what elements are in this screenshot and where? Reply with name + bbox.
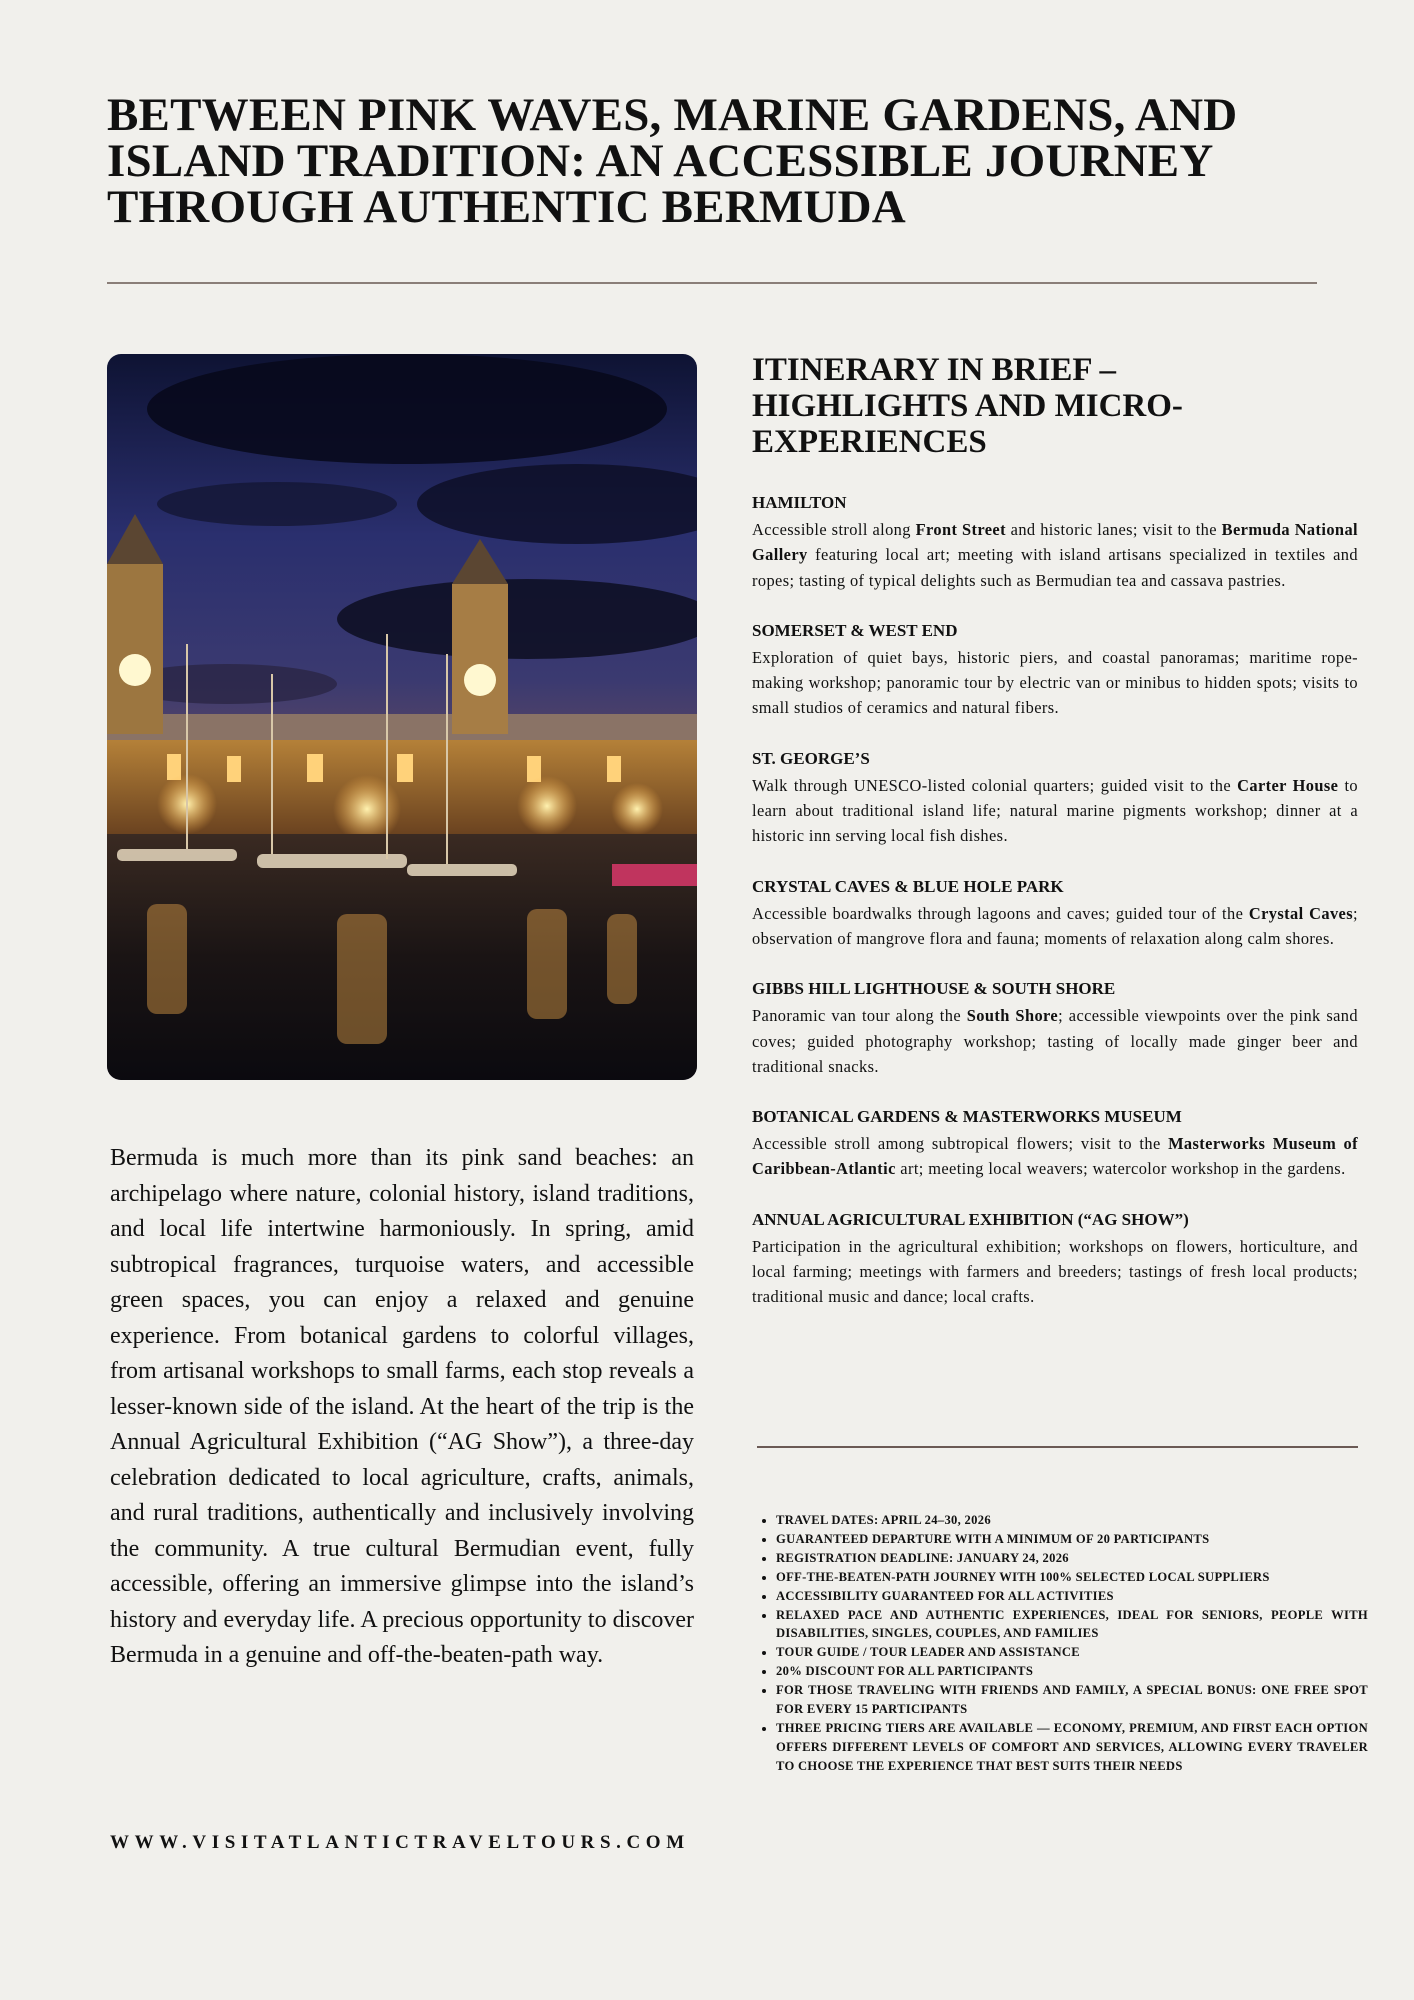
- fact-item: • RELAXED PACE AND AUTHENTIC EXPERIENCES, IDEAL FOR SENIORS, PEOPLE WITH DISABILITIES, SINGLES, COUPLES, AND FAMILIES: [776, 1606, 1368, 1644]
- section-heading: ST. GEORGE’S: [752, 748, 870, 768]
- description-text: Accessible boardwalks through lagoons and caves; guided tour of the: [752, 903, 1249, 923]
- section-heading: HAMILTON: [752, 493, 847, 512]
- facts-divider: [757, 1446, 1358, 1448]
- section-heading: GIBBS HILL LIGHTHOUSE & SOUTH SHORE: [752, 979, 1116, 999]
- section-description: [752, 1003, 1358, 1079]
- section-description: [752, 901, 1358, 952]
- section-description: [752, 773, 1358, 849]
- description-text: to learn about traditional island life; natural marine pigments workshop; dinner at a historic inn serving local fish dishes.: [752, 775, 1359, 846]
- description-text: Panoramic van tour along the: [752, 1006, 967, 1026]
- description-text: ; observation of mangrove flora and fauna; moments of relaxation along calm shores.: [752, 903, 1358, 948]
- itinerary-title: ITINERARY IN BRIEF – HIGHLIGHTS AND MICRO-EXPERIENCES: [752, 352, 1183, 460]
- section-description: [752, 1131, 1358, 1182]
- highlight-place: Front Street: [915, 520, 1006, 539]
- highlight-place: Bermuda National Gallery: [752, 520, 1358, 565]
- highlight-place: Masterworks Museum of Caribbean-Atlantic: [752, 1134, 1358, 1179]
- fact-item: • OFF-THE-BEATEN-PATH JOURNEY WITH 100% SELECTED LOCAL SUPPLIERS: [776, 1568, 1368, 1587]
- itinerary-section: [752, 1106, 1358, 1182]
- description-text: Exploration of quiet bays, historic piers, and coastal panoramas; maritime rope-making workshop; panoramic tour by electric van or minibus to hidden spots; visits to small studios of ceramics and natural fibers.: [752, 647, 1358, 718]
- description-text: Accessible stroll among subtropical flowers; visit to the: [752, 1134, 1169, 1154]
- description-text: Participation in the agricultural exhibition; workshops on flowers, horticulture, and local farming; meetings with farmers and breeders; tastings of fresh local products; traditional music and dance; local crafts.: [752, 1236, 1358, 1307]
- itinerary-section: [752, 748, 1358, 849]
- fact-item: • GUARANTEED DEPARTURE WITH A MINIMUM OF 20 PARTICIPANTS: [776, 1530, 1368, 1549]
- trip-facts-list: [756, 1511, 1368, 1776]
- itinerary-section: [752, 978, 1358, 1079]
- website-link[interactable]: WWW.VISITATLANTICTRAVELTOURS.COM: [110, 1832, 690, 1853]
- description-text: featuring local art; meeting with island artisans specialized in textiles and ropes; tasting of typical delights such as Bermudian tea and cassava pastries.: [752, 545, 1358, 590]
- description-text: and historic lanes; visit to the: [1005, 520, 1222, 539]
- description-text: Accessible stroll along: [752, 520, 916, 539]
- itinerary-section: [752, 876, 1358, 952]
- description-text: Walk through UNESCO-listed colonial quarters; guided visit to the: [752, 775, 1238, 795]
- section-description: [752, 517, 1358, 593]
- fact-item: • 20% DISCOUNT FOR ALL PARTICIPANTS: [776, 1662, 1368, 1681]
- itinerary-section: [752, 1209, 1358, 1310]
- section-description: [752, 645, 1358, 721]
- highlight-place: Carter House: [1237, 775, 1339, 795]
- itinerary-sections: [752, 492, 1358, 1337]
- highlight-place: South Shore: [966, 1006, 1059, 1026]
- fact-item: • TOUR GUIDE / TOUR LEADER AND ASSISTANCE: [776, 1643, 1368, 1662]
- section-heading: CRYSTAL CAVES & BLUE HOLE PARK: [752, 876, 1064, 896]
- description-text: ; accessible viewpoints over the pink sand coves; guided photography workshop; tasting of locally made ginger beer and traditional snacks.: [752, 1006, 1358, 1076]
- top-divider: [107, 282, 1317, 284]
- fact-item: • ACCESSIBILITY GUARANTEED FOR ALL ACTIVITIES: [776, 1587, 1368, 1606]
- highlight-place: Crystal Caves: [1248, 903, 1354, 923]
- section-heading: SOMERSET & WEST END: [752, 620, 958, 640]
- page-title: BETWEEN PINK WAVES, MARINE GARDENS, AND ISLAND TRADITION: AN ACCESSIBLE JOURNEY THROUGH AUTHENTIC BERMUDA: [107, 89, 1238, 233]
- section-description: [752, 1234, 1358, 1310]
- section-heading: BOTANICAL GARDENS & MASTERWORKS MUSEUM: [752, 1107, 1182, 1127]
- harbor-night-photo: [107, 354, 697, 1080]
- fact-item: • THREE PRICING TIERS ARE AVAILABLE — ECONOMY, PREMIUM, AND FIRST EACH OPTION OFFERS DIFFERENT LEVELS OF COMFORT AND SERVICES, ALLOWING EVERY TRAVELER TO CHOOSE THE EXPERIENCE THAT BEST SUITS THEIR NEEDS: [776, 1719, 1368, 1776]
- fact-item: • FOR THOSE TRAVELING WITH FRIENDS AND FAMILY, A SPECIAL BONUS: ONE FREE SPOT FOR EVERY 15 PARTICIPANTS: [776, 1681, 1368, 1719]
- section-heading: ANNUAL AGRICULTURAL EXHIBITION (“AG SHOW”): [752, 1209, 1189, 1229]
- intro-paragraph: Bermuda is much more than its pink sand beaches: an archipelago where nature, colonial history, island traditions, and local life intertwine harmoniously. In spring, amid subtropical fragrances, turquoise waters, and accessible green spaces, you can enjoy a relaxed and genuine experience. From botanical gardens to colorful villages, from artisanal workshops to small farms, each stop reveals a lesser-known side of the island. At the heart of the trip is the Annual Agricultural Exhibition (“AG Show”), a three-day celebration dedicated to local agriculture, crafts, animals, and rural traditions, authentically and inclusively involving the community. A true cultural Bermudian event, fully accessible, offering an immersive glimpse into the island’s history and everyday life. A precious opportunity to discover Bermuda in a genuine and off-the-beaten-path way.: [110, 1145, 694, 1668]
- fact-item: • TRAVEL DATES: APRIL 24–30, 2026: [776, 1511, 1368, 1530]
- fact-item: • REGISTRATION DEADLINE: JANUARY 24, 2026: [776, 1549, 1368, 1568]
- itinerary-section: [752, 620, 1358, 721]
- description-text: art; meeting local weavers; watercolor workshop in the gardens.: [895, 1159, 1346, 1179]
- itinerary-section: [752, 492, 1358, 593]
